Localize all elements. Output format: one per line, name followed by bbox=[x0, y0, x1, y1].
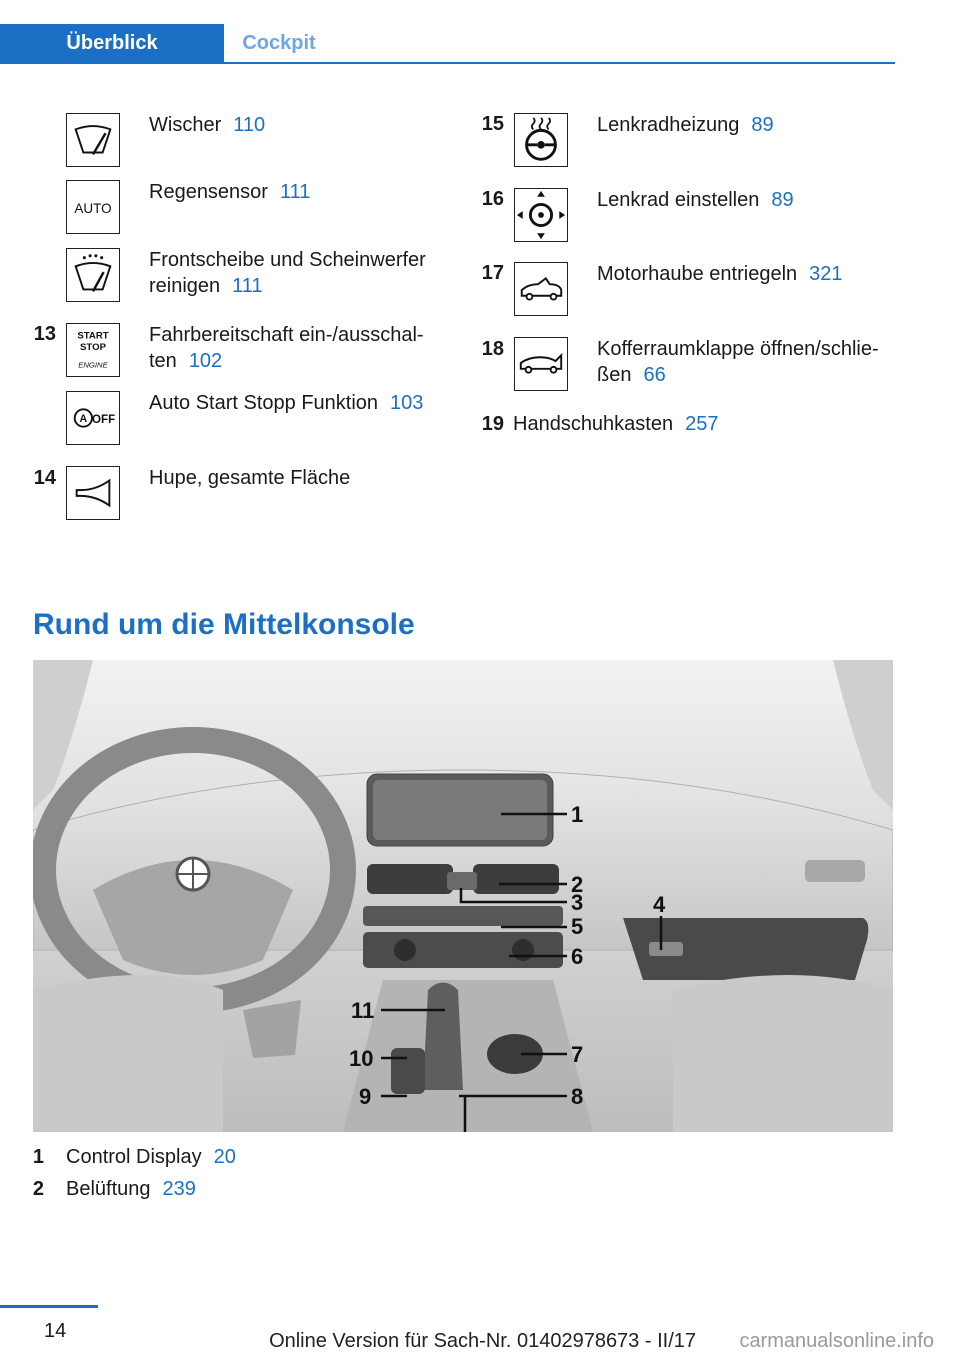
svg-text:START: START bbox=[77, 330, 109, 342]
item-number: 15 bbox=[481, 113, 504, 135]
callout-11: 11 bbox=[351, 998, 375, 1023]
page-ref-link[interactable]: 66 bbox=[643, 364, 666, 386]
tab-cockpit[interactable]: Cockpit bbox=[242, 32, 316, 54]
item-number: 17 bbox=[481, 262, 504, 284]
start-stop-icon bbox=[66, 323, 120, 377]
page-ref-link[interactable]: 103 bbox=[390, 392, 424, 414]
item-number: 1 bbox=[32, 1146, 44, 1168]
auto-icon bbox=[66, 180, 120, 234]
callout-7: 7 bbox=[571, 1042, 584, 1067]
page-number-rule bbox=[0, 1305, 98, 1308]
center-console-illustration bbox=[33, 660, 893, 1132]
page-ref-link[interactable]: 102 bbox=[188, 350, 223, 372]
steering-wheel-adjust-icon bbox=[514, 188, 568, 242]
item-number: 18 bbox=[481, 338, 504, 360]
item-number: 13 bbox=[33, 323, 56, 345]
list-item: Regensensor 111 bbox=[149, 181, 311, 203]
callout-3: 3 bbox=[571, 890, 584, 915]
page-ref-link[interactable]: 111 bbox=[279, 181, 311, 203]
callout-10: 10 bbox=[349, 1046, 374, 1071]
section-title: Rund um die Mittelkonsole bbox=[33, 608, 415, 641]
list-item: Fahrbereitschaft ein-/ausschal- ten 102 bbox=[149, 324, 424, 372]
callout-8: 8 bbox=[571, 1084, 584, 1109]
callout-2: 2 bbox=[571, 872, 584, 897]
list-item: Kofferraumklappe öffnen/schlie- ßen 66 bbox=[597, 338, 879, 386]
page-ref-link[interactable]: 257 bbox=[685, 413, 719, 435]
svg-text:ENGINE: ENGINE bbox=[78, 360, 108, 370]
page-ref-link[interactable]: 89 bbox=[771, 189, 794, 211]
callout-1: 1 bbox=[571, 802, 584, 827]
list-item: Handschuhkasten 257 bbox=[513, 413, 719, 435]
list-item: Frontscheibe und Scheinwerfer reinigen 111 bbox=[149, 249, 426, 297]
footer-text: Online Version für Sach-Nr. 01402978673 - II/17 bbox=[269, 1330, 696, 1352]
callout-4: 4 bbox=[653, 892, 666, 917]
list-item: Lenkrad einstellen 89 bbox=[597, 189, 794, 211]
page-ref-link[interactable]: 110 bbox=[233, 114, 266, 136]
svg-text:OFF: OFF bbox=[92, 413, 116, 426]
auto-start-stop-off-icon bbox=[66, 391, 120, 445]
item-number: 16 bbox=[481, 188, 504, 210]
page-ref-link[interactable]: 111 bbox=[232, 275, 263, 297]
list-item: Belüftung 239 bbox=[66, 1178, 196, 1200]
page-ref-link[interactable]: 321 bbox=[809, 263, 843, 285]
page-number: 14 bbox=[44, 1320, 67, 1342]
svg-text:STOP: STOP bbox=[80, 342, 106, 353]
hood-release-icon bbox=[514, 262, 568, 316]
item-number: 2 bbox=[32, 1178, 44, 1200]
washer-icon bbox=[66, 248, 120, 302]
tab-overview[interactable]: Überblick bbox=[0, 24, 224, 62]
wiper-icon bbox=[66, 113, 120, 167]
header-tabs bbox=[0, 24, 895, 64]
list-item: Lenkradheizung 89 bbox=[597, 114, 774, 136]
callout-9: 9 bbox=[359, 1084, 372, 1109]
auto-icon-label: AUTO bbox=[74, 200, 112, 216]
page-ref-link[interactable]: 20 bbox=[213, 1146, 236, 1168]
horn-icon bbox=[66, 466, 120, 520]
item-number: 14 bbox=[33, 467, 56, 489]
list-item: Auto Start Stopp Funktion 103 bbox=[149, 392, 424, 414]
watermark: carmanualsonline.info bbox=[739, 1330, 934, 1352]
page-ref-link[interactable]: 239 bbox=[162, 1178, 196, 1200]
steering-wheel-heating-icon bbox=[514, 113, 568, 167]
trunk-icon bbox=[514, 337, 568, 391]
callout-5: 5 bbox=[571, 914, 584, 939]
callout-6: 6 bbox=[571, 944, 584, 969]
list-item: Motorhaube entriegeln 321 bbox=[597, 263, 843, 285]
item-number: 19 bbox=[481, 413, 504, 435]
list-item: Wischer 110 bbox=[149, 114, 266, 136]
list-item: Hupe, gesamte Fläche bbox=[149, 467, 351, 489]
page-ref-link[interactable]: 89 bbox=[751, 114, 774, 136]
list-item: Control Display 20 bbox=[66, 1146, 236, 1168]
svg-text:A: A bbox=[79, 412, 88, 425]
